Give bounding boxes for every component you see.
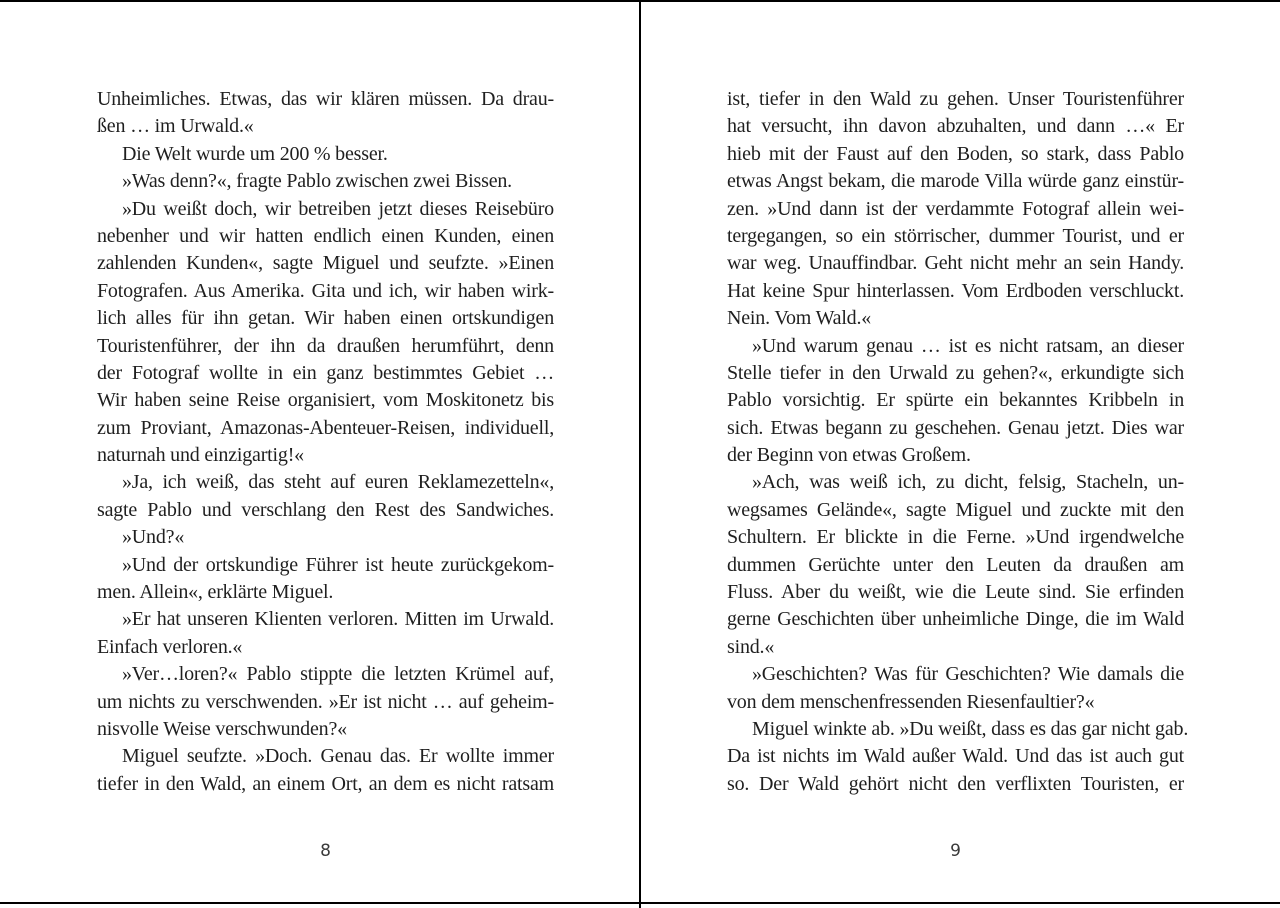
text-line: tiefer in den Wald, an einem Ort, an dem es nicht ratsam [97, 772, 554, 795]
text-line: »Geschichten? Was für Geschichten? Wie damals die [752, 663, 1184, 686]
text-line: zum Proviant, Amazonas-Abenteuer-Reisen, individuell, [97, 416, 554, 439]
text-line: sagte Pablo und verschlang den Rest des Sandwiches. [97, 498, 554, 521]
text-line: Da ist nichts im Wald außer Wald. Und das ist auch gut [727, 745, 1184, 768]
text-line: »Was denn?«, fragte Pablo zwischen zwei Bissen. [122, 170, 512, 193]
page-gutter-divider [639, 0, 641, 908]
text-line: etwas Angst bekam, die marode Villa würde ganz einstür- [727, 170, 1184, 193]
text-line: nebenher und wir hatten endlich einen Kunden, einen [97, 224, 554, 247]
text-line: naturnah und einzigartig!« [97, 444, 304, 467]
text-line: zen. »Und dann ist der verdammte Fotograf allein wei- [727, 197, 1184, 220]
text-line: hieb mit der Faust auf den Boden, so stark, dass Pablo [727, 142, 1184, 165]
text-line: Fotografen. Aus Amerika. Gita und ich, wir haben wirk- [97, 279, 554, 302]
text-line: dummen Gerüchte unter den Leuten da draußen am [727, 553, 1184, 576]
text-line: so. Der Wald gehört nicht den verflixten Touristen, er [727, 772, 1184, 795]
page-right-text [727, 86, 1189, 798]
text-line: nisvolle Weise verschwunden?« [97, 717, 347, 740]
text-line: Wir haben seine Reise organisiert, vom Moskitonetz bis [97, 389, 554, 412]
text-line: war weg. Unauffindbar. Geht nicht mehr an sein Handy. [727, 252, 1184, 275]
text-line: »Und warum genau … ist es nicht ratsam, an dieser [752, 334, 1184, 357]
text-line: »Du weißt doch, wir betreiben jetzt dieses Reisebüro [122, 197, 554, 220]
text-line: »Er hat unseren Klienten verloren. Mitten im Urwald. [122, 608, 554, 631]
text-line: »Ver…loren?« Pablo stippte die letzten Krümel auf, [122, 663, 554, 686]
text-line: Nein. Vom Wald.« [727, 307, 872, 330]
text-line: men. Allein«, erklärte Miguel. [97, 581, 334, 604]
text-line: Die Welt wurde um 200 % besser. [122, 142, 388, 165]
text-line: Unheimliches. Etwas, das wir klären müssen. Da drau- [97, 88, 554, 110]
text-line: ist, tiefer in den Wald zu gehen. Unser Touristenführer [727, 88, 1184, 110]
text-line: tergegangen, so ein störrischer, dummer Tourist, und er [727, 224, 1184, 247]
text-line: ßen … im Urwald.« [97, 115, 254, 138]
text-line: sich. Etwas begann zu geschehen. Genau jetzt. Dies war [727, 416, 1184, 439]
text-line: Miguel winkte ab. »Du weißt, dass es das gar nicht gab. [752, 717, 1189, 740]
text-line: hat versucht, ihn davon abzuhalten, und dann …« Er [727, 115, 1184, 138]
text-line: Hat keine Spur hinterlassen. Vom Erdboden verschluckt. [727, 279, 1184, 302]
text-line: zahlenden Kunden«, sagte Miguel und seufzte. »Einen [97, 252, 554, 275]
text-line: um nichts zu verschwenden. »Er ist nicht … auf geheim- [97, 690, 554, 713]
text-line: Einfach verloren.« [97, 635, 243, 658]
text-line: »Ja, ich weiß, das steht auf euren Reklamezetteln«, [122, 471, 554, 494]
text-line: Stelle tiefer in den Urwald zu gehen?«, erkundigte sich [727, 361, 1184, 384]
text-line: von dem menschenfressenden Riesenfaultier?« [727, 690, 1095, 713]
text-line: Pablo vorsichtig. Er spürte ein bekanntes Kribbeln in [727, 389, 1184, 412]
page-number-left: 8 [320, 841, 331, 861]
text-line: »Und?« [122, 526, 185, 549]
text-line: Fluss. Aber du weißt, wie die Leute sind. Sie erfinden [727, 581, 1184, 604]
text-line: Touristenführer, der ihn da draußen herumführt, denn [97, 334, 554, 357]
text-line: der Beginn von etwas Großem. [727, 444, 971, 467]
page-left-text [97, 86, 554, 798]
text-line: gerne Geschichten über unheimliche Dinge, die im Wald [727, 608, 1184, 631]
text-line: der Fotograf wollte in ein ganz bestimmtes Gebiet … [97, 361, 554, 384]
text-line: »Und der ortskundige Führer ist heute zurückgekom- [122, 553, 554, 576]
text-line: Miguel seufzte. »Doch. Genau das. Er wollte immer [122, 745, 554, 768]
page-number-right: 9 [950, 841, 961, 861]
text-line: »Ach, was weiß ich, zu dicht, felsig, Stacheln, un- [752, 471, 1184, 494]
text-line: lich alles für ihn getan. Wir haben einen ortskundigen [97, 307, 554, 330]
text-line: sind.« [727, 635, 775, 658]
text-line: wegsames Gelände«, sagte Miguel und zuckte mit den [727, 498, 1184, 521]
text-line: Schultern. Er blickte in die Ferne. »Und irgendwelche [727, 526, 1184, 549]
